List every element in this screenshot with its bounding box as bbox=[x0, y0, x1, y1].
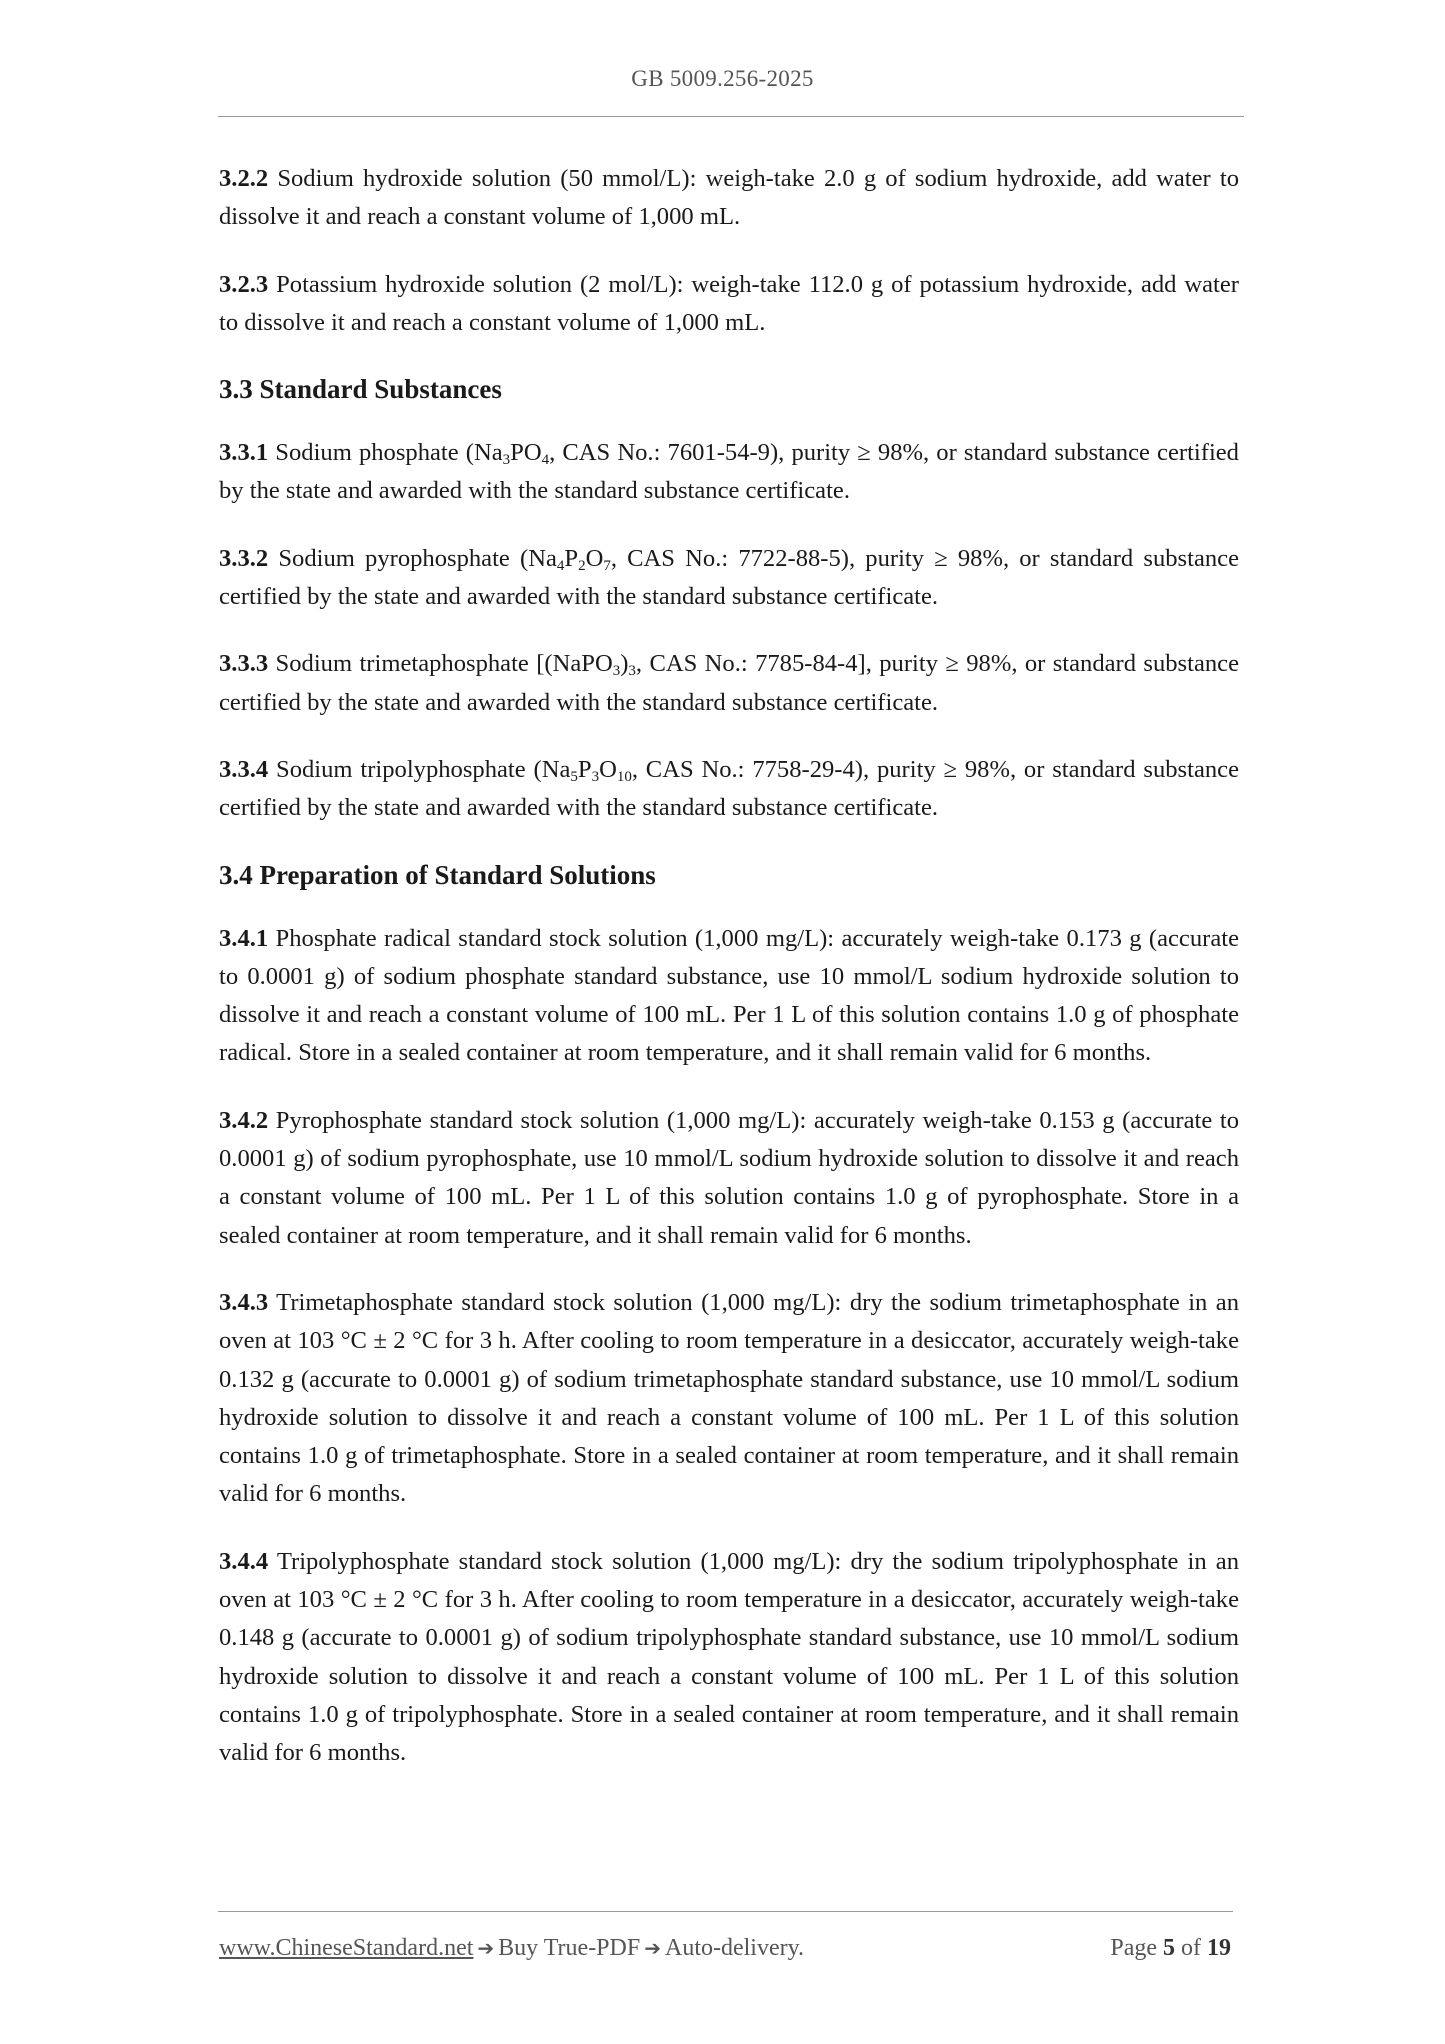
header-divider bbox=[218, 116, 1244, 117]
formula-subscript: 2 bbox=[578, 557, 586, 574]
clause-number: 3.3.1 bbox=[219, 439, 269, 467]
clause-number: 3.2.2 bbox=[219, 165, 269, 192]
section-heading-3-4: 3.4 Preparation of Standard Solutions bbox=[219, 859, 656, 890]
clause-text: Sodium pyrophosphate (Na bbox=[268, 544, 557, 572]
page-total: 19 bbox=[1207, 1935, 1231, 1961]
clause-text: Sodium phosphate (Na bbox=[268, 439, 503, 467]
clause-number: 3.2.3 bbox=[219, 270, 269, 298]
clause-text: Phosphate radical standard stock solution (1,000 mg/L): accurately weigh-take 0.173 g (accurate to 0.0001 g) of sodium phosphate standard substance, use 10 mmol/L sodium hydroxide solution to dissolve it and reach a constant volume of 100 mL. Per 1 L of this solution contains 1.0 g of phosphate radical. Store in a sealed container at room temperature, and it shall remain valid for 6 months. bbox=[219, 924, 1239, 1067]
clause-text: Tripolyphosphate standard stock solution (1,000 mg/L): dry the sodium tripolyphosphate in an oven at 103 °C ± 2 °C for 3 h. After cooling to room temperature in a desiccator, accurately weigh-take 0.148 g (accurate to 0.0001 g) of sodium tripolyphosphate standard substance, use 10 mmol/L sodium hydroxide solution to dissolve it and reach a constant volume of 100 mL. Per 1 L of this solution contains 1.0 g of tripolyphosphate. Store in a sealed container at room temperature, and it shall remain valid for 6 months. bbox=[219, 1547, 1239, 1767]
clause-3-3-2 bbox=[219, 540, 1239, 617]
formula-subscript: 3 bbox=[502, 452, 511, 469]
clause-3-4-4 bbox=[219, 1543, 1239, 1773]
document-header-title: GB 5009.256-2025 bbox=[631, 66, 814, 91]
clause-text: , CAS No.: 7722-88-5), purity ≥ 98%, or standard substance certified by the state and awarded with the standard substance certificate. bbox=[219, 544, 1239, 611]
formula-subscript: 3 bbox=[612, 663, 621, 680]
clause-text: ) bbox=[620, 650, 629, 678]
formula-subscript: 3 bbox=[628, 663, 636, 680]
page-number bbox=[1110, 1935, 1231, 1962]
footer-divider bbox=[218, 1911, 1233, 1912]
clause-text: Trimetaphosphate standard stock solution (1,000 mg/L): dry the sodium trimetaphosphate in an oven at 103 °C ± 2 °C for 3 h. After cooling to room temperature in a desiccator, accurately weigh-take 0.132 g (accurate to 0.0001 g) of sodium trimetaphosphate standard substance, use 10 mmol/L sodium hydroxide solution to dissolve it and reach a constant volume of 100 mL. Per 1 L of this solution contains 1.0 g of trimetaphosphate. Store in a sealed container at room temperature, and it shall remain valid for 6 months. bbox=[219, 1288, 1239, 1508]
clause-text: , CAS No.: 7785-84-4], purity ≥ 98%, or standard substance certified by the state and awarded with the standard substance certificate. bbox=[219, 650, 1240, 716]
clause-3-2-2 bbox=[219, 160, 1239, 237]
clause-3-3-4 bbox=[219, 751, 1239, 828]
formula-subscript: 4 bbox=[556, 557, 565, 574]
clause-3-3-1 bbox=[219, 434, 1239, 511]
page-current: 5 bbox=[1163, 1935, 1175, 1961]
clause-3-4-1 bbox=[219, 920, 1239, 1073]
clause-number: 3.4.1 bbox=[219, 924, 269, 952]
clause-text: Sodium hydroxide solution (50 mmol/L): weigh-take 2.0 g of sodium hydroxide, add water to dissolve it and reach a constant volume of 1,000 mL. bbox=[219, 165, 1239, 231]
website-link[interactable]: www.ChineseStandard.net bbox=[219, 1935, 474, 1961]
clause-number: 3.3.3 bbox=[219, 650, 269, 678]
formula-subscript: 3 bbox=[591, 768, 600, 785]
page-footer bbox=[219, 1935, 1231, 1962]
auto-delivery-text: Auto-delivery. bbox=[664, 1935, 805, 1961]
clause-number: 3.3.4 bbox=[219, 755, 269, 783]
clause-text: Sodium trimetaphosphate [(NaPO bbox=[268, 650, 613, 678]
page-label: Page bbox=[1110, 1935, 1157, 1961]
clause-text: Sodium tripolyphosphate (Na bbox=[268, 755, 571, 783]
clause-number: 3.3.2 bbox=[219, 544, 269, 572]
clause-text: P bbox=[564, 544, 579, 572]
clause-number: 3.4.2 bbox=[219, 1106, 269, 1134]
section-heading-3-3: 3.3 Standard Substances bbox=[219, 374, 502, 405]
clause-3-4-3 bbox=[219, 1284, 1239, 1514]
clause-text: P bbox=[577, 755, 592, 783]
page-of: of bbox=[1181, 1935, 1201, 1961]
clause-3-4-2 bbox=[219, 1102, 1239, 1255]
clause-text: O bbox=[599, 755, 617, 783]
clause-number: 3.4.3 bbox=[219, 1288, 269, 1316]
clause-text: Potassium hydroxide solution (2 mol/L): weigh-take 112.0 g of potassium hydroxide, add water to dissolve it and reach a constant volume of 1,000 mL. bbox=[219, 270, 1239, 336]
formula-subscript: 4 bbox=[541, 452, 550, 469]
clause-3-3-3 bbox=[219, 645, 1239, 722]
formula-subscript: 7 bbox=[603, 557, 611, 574]
formula-subscript: 5 bbox=[570, 768, 578, 785]
clause-3-2-3 bbox=[219, 266, 1239, 343]
footer-promo bbox=[219, 1935, 804, 1962]
arrow-right-icon: ➔ bbox=[644, 1936, 661, 1960]
buy-true-pdf-text: Buy True-PDF bbox=[498, 1935, 641, 1961]
clause-text: O bbox=[585, 544, 604, 572]
clause-text: Pyrophosphate standard stock solution (1,000 mg/L): accurately weigh-take 0.153 g (accurate to 0.0001 g) of sodium pyrophosphate, use 10 mmol/L sodium hydroxide solution to dissolve it and reach a constant volume of 100 mL. Per 1 L of this solution contains 1.0 g of pyrophosphate. Store in a sealed container at room temperature, and it shall remain valid for 6 months. bbox=[219, 1106, 1239, 1249]
clause-text: , CAS No.: 7758-29-4), purity ≥ 98%, or standard substance certified by the state and awarded with the standard substance certificate. bbox=[219, 755, 1239, 822]
document-body bbox=[219, 160, 1239, 1802]
formula-subscript: 10 bbox=[616, 768, 632, 785]
arrow-right-icon: ➔ bbox=[477, 1936, 495, 1960]
clause-text: PO bbox=[510, 439, 542, 467]
clause-number: 3.4.4 bbox=[219, 1547, 269, 1575]
clause-text: , CAS No.: 7601-54-9), purity ≥ 98%, or standard substance certified by the state and awarded with the standard substance certificate. bbox=[219, 439, 1239, 505]
